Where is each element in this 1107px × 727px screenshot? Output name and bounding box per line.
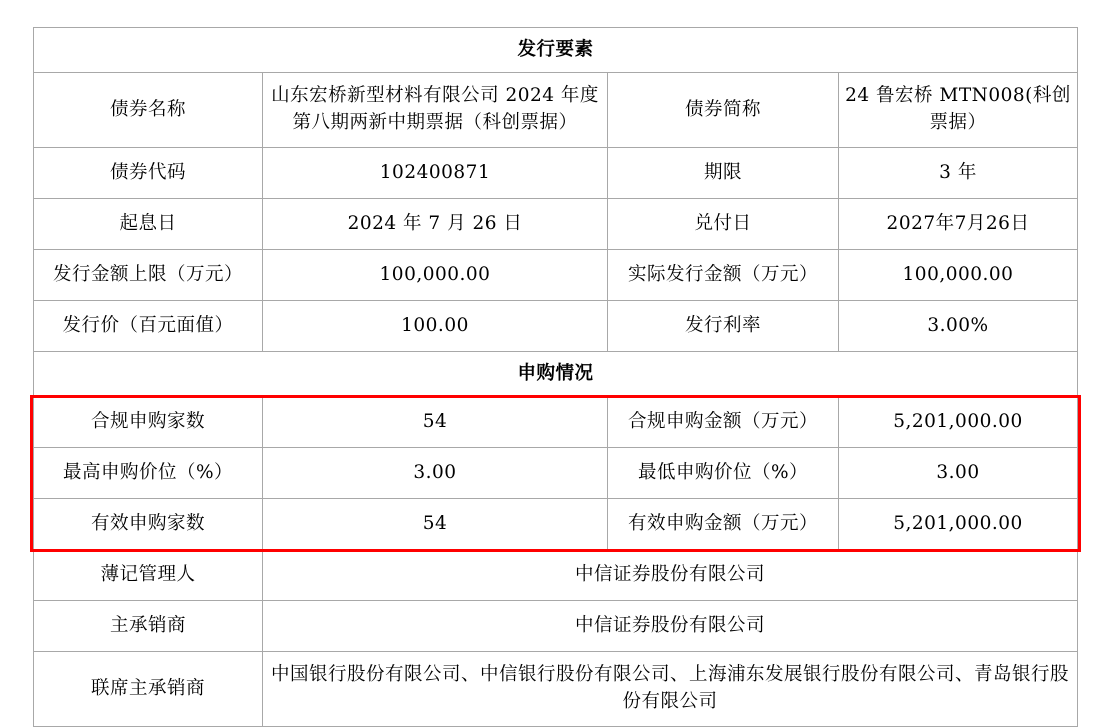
row-value-maturity-date: 2027年7月26日 <box>839 199 1078 250</box>
row-value-bond-code: 102400871 <box>263 148 608 199</box>
table-section-header-row <box>34 352 1078 397</box>
row-value-compliant-subscription-amount: 5,201,000.00 <box>839 397 1078 448</box>
row-value-joint-lead-underwriters: 中国银行股份有限公司、中信银行股份有限公司、上海浦东发展银行股份有限公司、青岛银行股份有限公司 <box>263 652 1078 727</box>
bond-issuance-table <box>33 27 1078 727</box>
row-label-maturity-date: 兑付日 <box>608 199 839 250</box>
row-label-joint-lead-underwriters: 联席主承销商 <box>34 652 263 727</box>
row-value-compliant-subscriber-count: 54 <box>263 397 608 448</box>
table-row <box>34 148 1078 199</box>
row-label-bookrunner: 薄记管理人 <box>34 550 263 601</box>
row-value-bookrunner: 中信证券股份有限公司 <box>263 550 1078 601</box>
row-label-compliant-subscriber-count: 合规申购家数 <box>34 397 263 448</box>
table-section-header-row <box>34 28 1078 73</box>
table-row <box>34 601 1078 652</box>
row-value-highest-bid-price: 3.00 <box>263 448 608 499</box>
row-label-valid-subscription-amount: 有效申购金额（万元） <box>608 499 839 550</box>
row-label-coupon-rate: 发行利率 <box>608 301 839 352</box>
row-label-bond-name: 债券名称 <box>34 73 263 148</box>
table-row <box>34 250 1078 301</box>
table-row <box>34 73 1078 148</box>
row-value-bond-short-name: 24 鲁宏桥 MTN008(科创票据） <box>839 73 1078 148</box>
table-row <box>34 550 1078 601</box>
table-row <box>34 199 1078 250</box>
row-label-bond-short-name: 债券简称 <box>608 73 839 148</box>
row-label-valid-subscriber-count: 有效申购家数 <box>34 499 263 550</box>
row-label-lead-underwriter: 主承销商 <box>34 601 263 652</box>
row-label-compliant-subscription-amount: 合规申购金额（万元） <box>608 397 839 448</box>
table-row <box>34 448 1078 499</box>
row-label-value-date: 起息日 <box>34 199 263 250</box>
row-label-highest-bid-price: 最高申购价位（%） <box>34 448 263 499</box>
row-value-lead-underwriter: 中信证券股份有限公司 <box>263 601 1078 652</box>
row-label-issue-cap: 发行金额上限（万元） <box>34 250 263 301</box>
row-label-bond-code: 债券代码 <box>34 148 263 199</box>
row-label-issue-price: 发行价（百元面值） <box>34 301 263 352</box>
row-value-coupon-rate: 3.00% <box>839 301 1078 352</box>
row-value-value-date: 2024 年 7 月 26 日 <box>263 199 608 250</box>
row-label-lowest-bid-price: 最低申购价位（%） <box>608 448 839 499</box>
table-row <box>34 652 1078 727</box>
table-row <box>34 301 1078 352</box>
row-value-term: 3 年 <box>839 148 1078 199</box>
row-value-valid-subscriber-count: 54 <box>263 499 608 550</box>
table-row <box>34 499 1078 550</box>
row-value-actual-issue-amount: 100,000.00 <box>839 250 1078 301</box>
row-value-issue-price: 100.00 <box>263 301 608 352</box>
section-title-issuance: 发行要素 <box>34 28 1078 73</box>
section-title-subscription: 申购情况 <box>34 352 1078 397</box>
row-value-bond-name: 山东宏桥新型材料有限公司 2024 年度第八期两新中期票据（科创票据） <box>263 73 608 148</box>
row-value-lowest-bid-price: 3.00 <box>839 448 1078 499</box>
row-value-issue-cap: 100,000.00 <box>263 250 608 301</box>
table-row <box>34 397 1078 448</box>
row-label-term: 期限 <box>608 148 839 199</box>
row-value-valid-subscription-amount: 5,201,000.00 <box>839 499 1078 550</box>
row-label-actual-issue-amount: 实际发行金额（万元） <box>608 250 839 301</box>
